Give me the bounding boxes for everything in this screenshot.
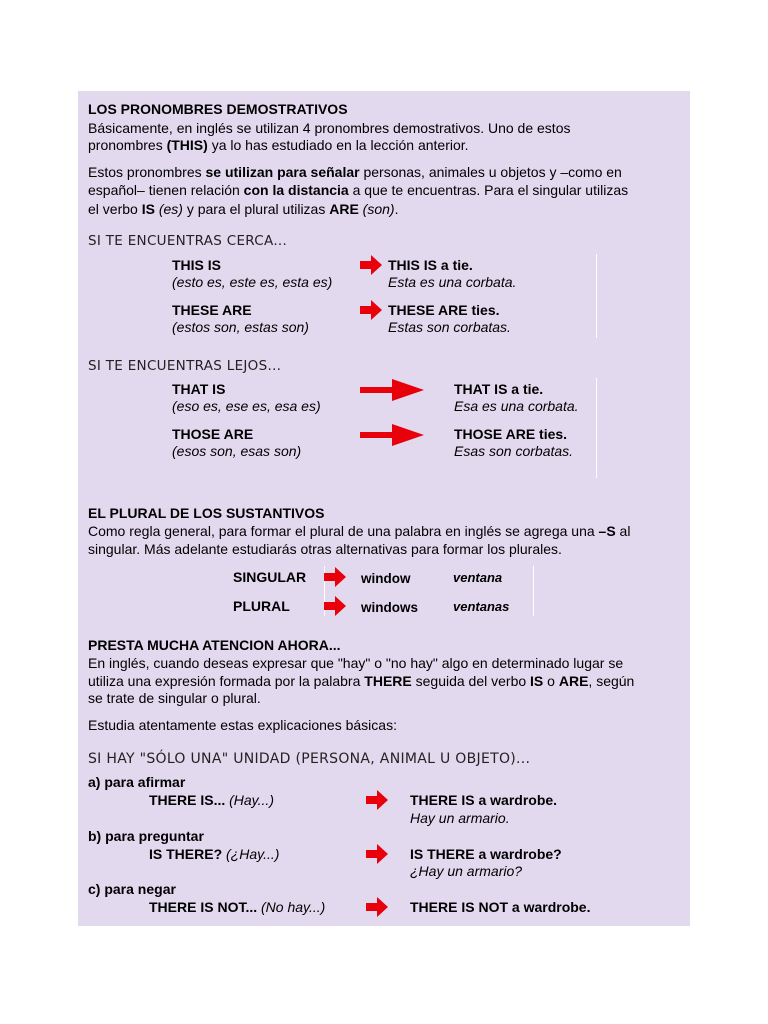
right-arrow-icon <box>366 897 388 917</box>
item-label-question: b) para preguntar <box>88 828 204 844</box>
right-arrow-icon <box>324 596 346 616</box>
far-example-trans-2: Esas son corbatas. <box>454 443 574 459</box>
section-title: LOS PRONOMBRES DEMOSTRATIVOS <box>88 101 348 117</box>
plural-line-2: singular. Más adelante estudiarás otras alternativas para formar los plurales. <box>88 541 562 557</box>
paragraph-2-line-3: el verbo IS (es) y para el plural utilizas ARE (son). <box>88 201 399 217</box>
plural-title: EL PLURAL DE LOS SUSTANTIVOS <box>88 505 325 521</box>
plural-row-trans-1: ventana <box>453 570 503 585</box>
item-form-affirm: THERE IS... (Hay...) <box>149 792 274 808</box>
near-example-2: THESE ARE ties. <box>388 302 500 318</box>
paragraph-2-line-2: español– tienen relación con la distancia a que te encuentras. Para el singular utilizas <box>88 182 629 198</box>
attention-line-4: Estudia atentamente estas explicaciones básicas: <box>88 717 397 733</box>
far-term-1: THAT IS <box>172 381 226 397</box>
attention-line-1: En inglés, cuando deseas expresar que "hay" o "no hay" algo en determinado lugar se <box>88 655 624 671</box>
attention-title: PRESTA MUCHA ATENCION AHORA... <box>88 637 341 653</box>
right-arrow-icon <box>366 790 388 810</box>
near-trans-1: (esto es, este es, esta es) <box>172 274 333 290</box>
table-divider <box>596 378 597 478</box>
intro-line-2: pronombres (THIS) ya lo has estudiado en la lección anterior. <box>88 137 469 153</box>
right-arrow-icon <box>360 300 382 320</box>
item-example-question: IS THERE a wardrobe? <box>410 846 562 862</box>
near-term-2: THESE ARE <box>172 302 252 318</box>
far-example-1: THAT IS a tie. <box>454 381 544 397</box>
near-trans-2: (estos son, estas son) <box>172 319 309 335</box>
intro-line-1: Básicamente, en inglés se utilizan 4 pronombres demostrativos. Uno de estos <box>88 120 571 136</box>
plural-row-word-2: windows <box>361 600 418 615</box>
far-example-trans-1: Esa es una corbata. <box>454 398 579 414</box>
plural-row-trans-2: ventanas <box>453 599 510 614</box>
item-example-affirm: THERE IS a wardrobe. <box>410 792 558 808</box>
item-example-negate: THERE IS NOT a wardrobe. <box>410 899 591 915</box>
item-form-negate: THERE IS NOT... (No hay...) <box>149 899 326 915</box>
long-right-arrow-icon <box>360 379 424 401</box>
near-example-1: THIS IS a tie. <box>388 257 473 273</box>
plural-row-label-2: PLURAL <box>233 598 290 614</box>
near-example-trans-1: Esta es una corbata. <box>388 274 517 290</box>
item-example-trans-question: ¿Hay un armario? <box>410 863 523 879</box>
near-term-1: THIS IS <box>172 257 222 273</box>
far-heading: SI TE ENCUENTRAS LEJOS... <box>88 358 282 374</box>
attention-line-2: utiliza una expresión formada por la palabra THERE seguida del verbo IS o ARE, según <box>88 673 635 689</box>
near-heading: SI TE ENCUENTRAS CERCA... <box>88 233 288 249</box>
item-example-trans-affirm: Hay un armario. <box>410 810 510 826</box>
item-label-negate: c) para negar <box>88 881 176 897</box>
right-arrow-icon <box>360 255 382 275</box>
plural-line-1: Como regla general, para formar el plural de una palabra en inglés se agrega una –S al <box>88 523 631 539</box>
plural-row-label-1: SINGULAR <box>233 569 307 585</box>
far-example-2: THOSE ARE ties. <box>454 426 568 442</box>
far-trans-1: (eso es, ese es, esa es) <box>172 398 321 414</box>
plural-row-word-1: window <box>361 571 411 586</box>
near-example-trans-2: Estas son corbatas. <box>388 319 511 335</box>
right-arrow-icon <box>324 567 346 587</box>
right-arrow-icon <box>366 844 388 864</box>
document-page <box>78 91 690 926</box>
attention-heading: SI HAY "SÓLO UNA" UNIDAD (PERSONA, ANIMAL U OBJETO)... <box>88 751 531 767</box>
far-trans-2: (esos son, esas son) <box>172 443 302 459</box>
item-label-affirm: a) para afirmar <box>88 774 186 790</box>
far-term-2: THOSE ARE <box>172 426 254 442</box>
paragraph-2-line-1: Estos pronombres se utilizan para señalar personas, animales u objetos y –como en <box>88 164 622 180</box>
attention-line-3: se trate de singular o plural. <box>88 690 261 706</box>
long-right-arrow-icon <box>360 424 424 446</box>
table-divider <box>533 566 534 616</box>
item-form-question: IS THERE? (¿Hay...) <box>149 846 280 862</box>
table-divider <box>596 254 597 338</box>
